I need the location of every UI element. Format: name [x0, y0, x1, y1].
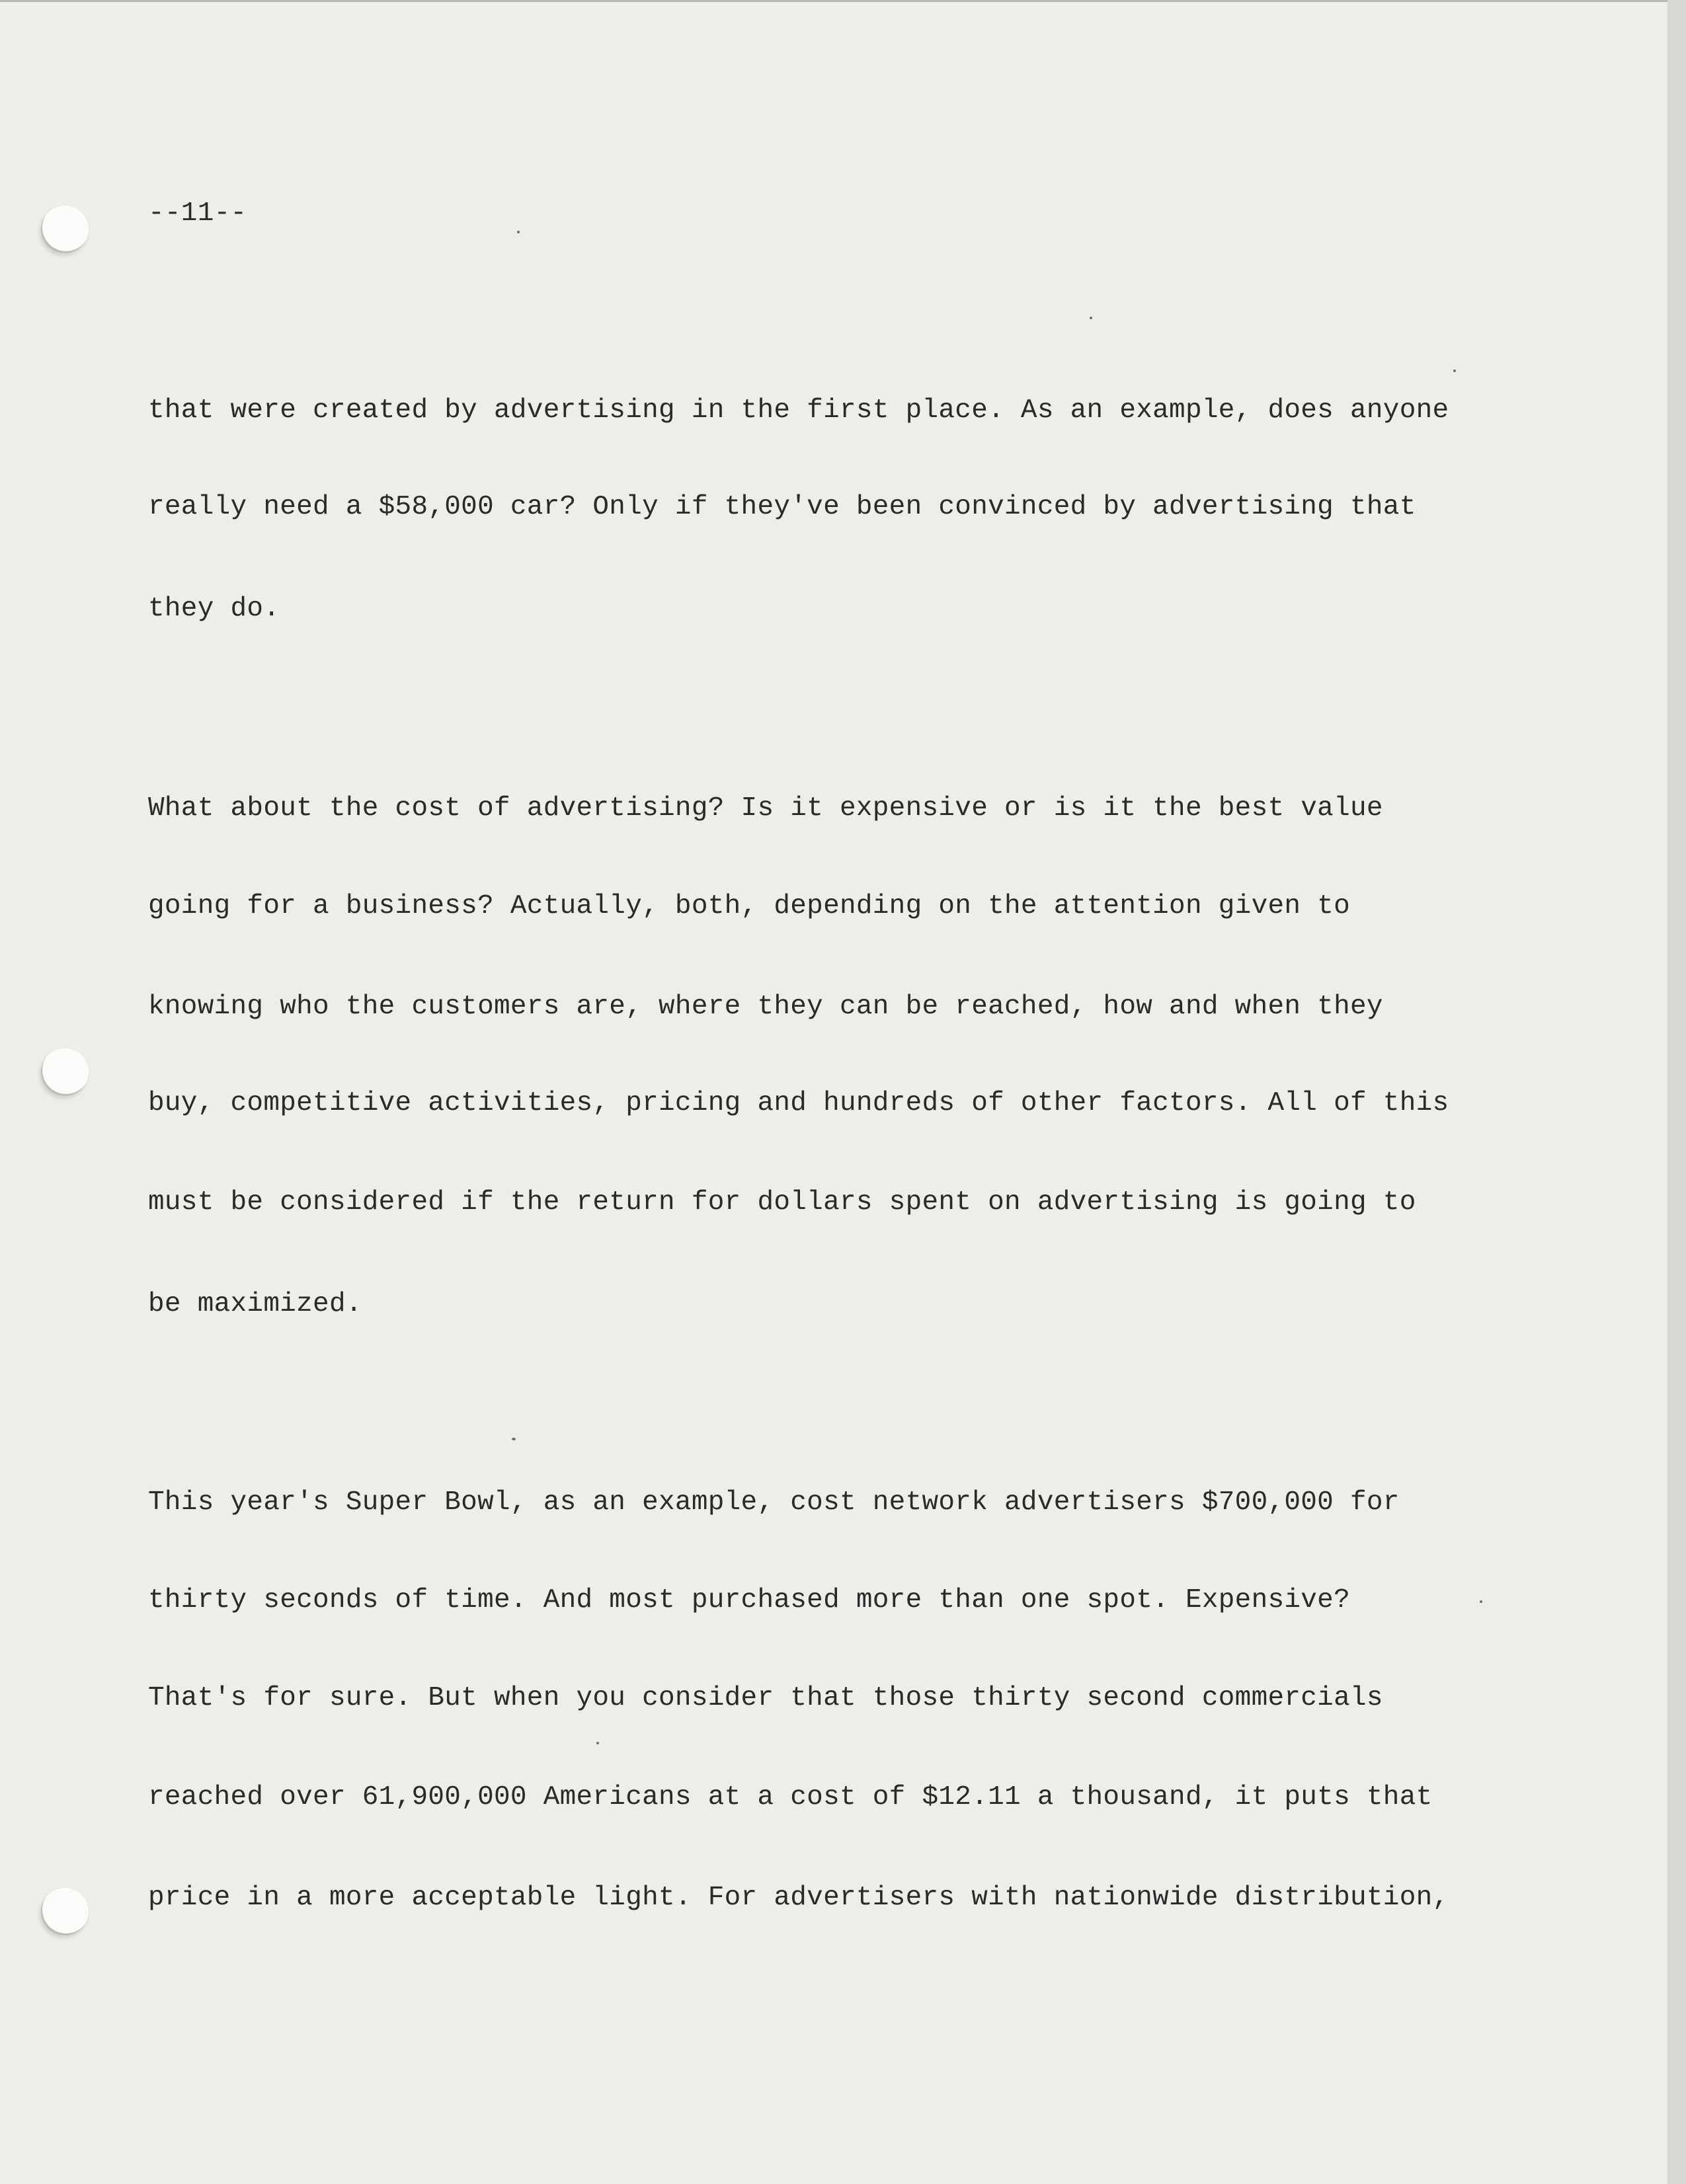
- text-line: What about the cost of advertising? Is it expensive or is it the best value: [148, 793, 1383, 824]
- text-line: That's for sure. But when you consider that those thirty second commercials: [148, 1683, 1383, 1713]
- page-number: --11--: [148, 198, 247, 229]
- text-line: price in a more acceptable light. For advertisers with nationwide distribution,: [148, 1883, 1449, 1913]
- text-line: buy, competitive activities, pricing and hundreds of other factors. All of this: [148, 1088, 1449, 1118]
- text-line: going for a business? Actually, both, depending on the attention given to: [148, 891, 1350, 921]
- paper-speck: [1480, 1600, 1482, 1603]
- binder-hole-top: [41, 206, 89, 253]
- text-line: must be considered if the return for dollars spent on advertising is going to: [148, 1187, 1416, 1218]
- paper-speck: [517, 231, 520, 233]
- text-line: they do.: [148, 594, 280, 624]
- text-line: knowing who the customers are, where they can be reached, how and when they: [148, 992, 1383, 1022]
- text-line: that were created by advertising in the first place. As an example, does anyone: [148, 395, 1449, 426]
- paper-speck: [1090, 317, 1092, 319]
- text-line: thirty seconds of time. And most purchased more than one spot. Expensive?: [148, 1585, 1350, 1616]
- paper-speck: [512, 1438, 516, 1440]
- paper-speck: [596, 1742, 599, 1744]
- paper-speck: [1453, 370, 1456, 372]
- text-line: This year's Super Bowl, as an example, cost network advertisers $700,000 for: [148, 1487, 1400, 1518]
- text-line: be maximized.: [148, 1289, 362, 1319]
- binder-hole-middle: [41, 1048, 89, 1096]
- text-line: really need a $58,000 car? Only if they've been convinced by advertising that: [148, 492, 1416, 522]
- text-line: reached over 61,900,000 Americans at a cost of $12.11 a thousand, it puts that: [148, 1782, 1433, 1813]
- binder-hole-bottom: [41, 1888, 89, 1935]
